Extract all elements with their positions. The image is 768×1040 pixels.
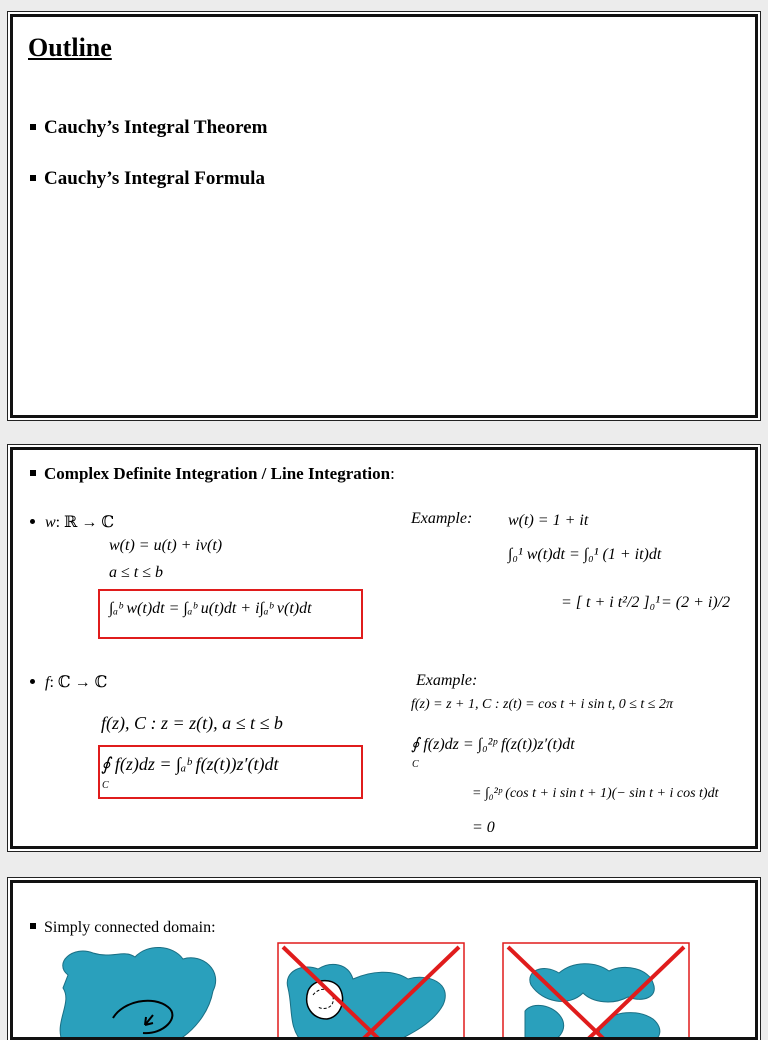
contour-subscript: C [102,780,109,791]
example2-contour-subscript: C [412,759,419,770]
equation-w-decomposition: w(t) = u(t) + iv(t) [109,537,223,554]
example1-step1: ∫₀¹ w(t)dt = ∫₀¹ (1 + it)dt [508,546,662,563]
example2-definition: f(z) = z + 1, C : z(t) = cos t + i sin t, 0 ≤ t ≤ 2π [411,697,674,712]
formula-contour-integral: ∮ f(z)dz = ∫ₐᵇ f(z(t))z′(t)dt [101,754,279,774]
section-heading: Simply connected domain: [30,919,216,937]
example1-definition: w(t) = 1 + it [508,512,589,529]
section-heading: Complex Definite Integration / Line Integration: [30,464,395,484]
equation-interval: a ≤ t ≤ b [109,564,164,581]
slide-simply-connected [10,880,758,1040]
square-bullet-icon [30,175,36,181]
map-f: f: ℂ → ℂ [30,672,107,692]
domain-blob-3b [525,1005,564,1040]
example2-step1: ∮ f(z)dz = ∫₀²ᵖ f(z(t))z′(t)dt [411,736,575,753]
example2-result: = 0 [472,819,495,836]
example-label-2: Example: [416,672,478,689]
disconnected-domain-figure [503,943,689,1040]
domain-with-hole-figure [278,943,464,1040]
slide-title: Outline [28,33,112,62]
outline-item-theorem: Cauchy’s Integral Theorem [30,117,267,139]
example1-result: = (2 + i)/2 [661,594,731,611]
domain-blob-1 [60,947,216,1040]
domain-illustrations [13,883,755,1040]
bullet-dot-icon [30,519,35,524]
formula-real-integral: ∫ₐᵇ w(t)dt = ∫ₐᵇ u(t)dt + i∫ₐᵇ v(t)dt [109,600,312,617]
example-label-1: Example: [411,510,473,527]
map-w: w: ℝ → ℂ [30,512,114,532]
outline-item-formula: Cauchy’s Integral Formula [30,168,265,190]
example1-step2: = [ t + i t²/2 ]₀¹ [561,594,660,611]
square-bullet-icon [30,470,36,476]
slide-outline [10,14,758,418]
equation-contour: f(z), C : z = z(t), a ≤ t ≤ b [101,713,283,733]
bullet-dot-icon [30,679,35,684]
example2-step2: = ∫₀²ᵖ (cos t + i sin t + 1)(− sin t + i cos t)dt [472,786,719,801]
simply-connected-domain-figure [60,947,216,1040]
square-bullet-icon [30,124,36,130]
slide-line-integration [10,447,758,849]
